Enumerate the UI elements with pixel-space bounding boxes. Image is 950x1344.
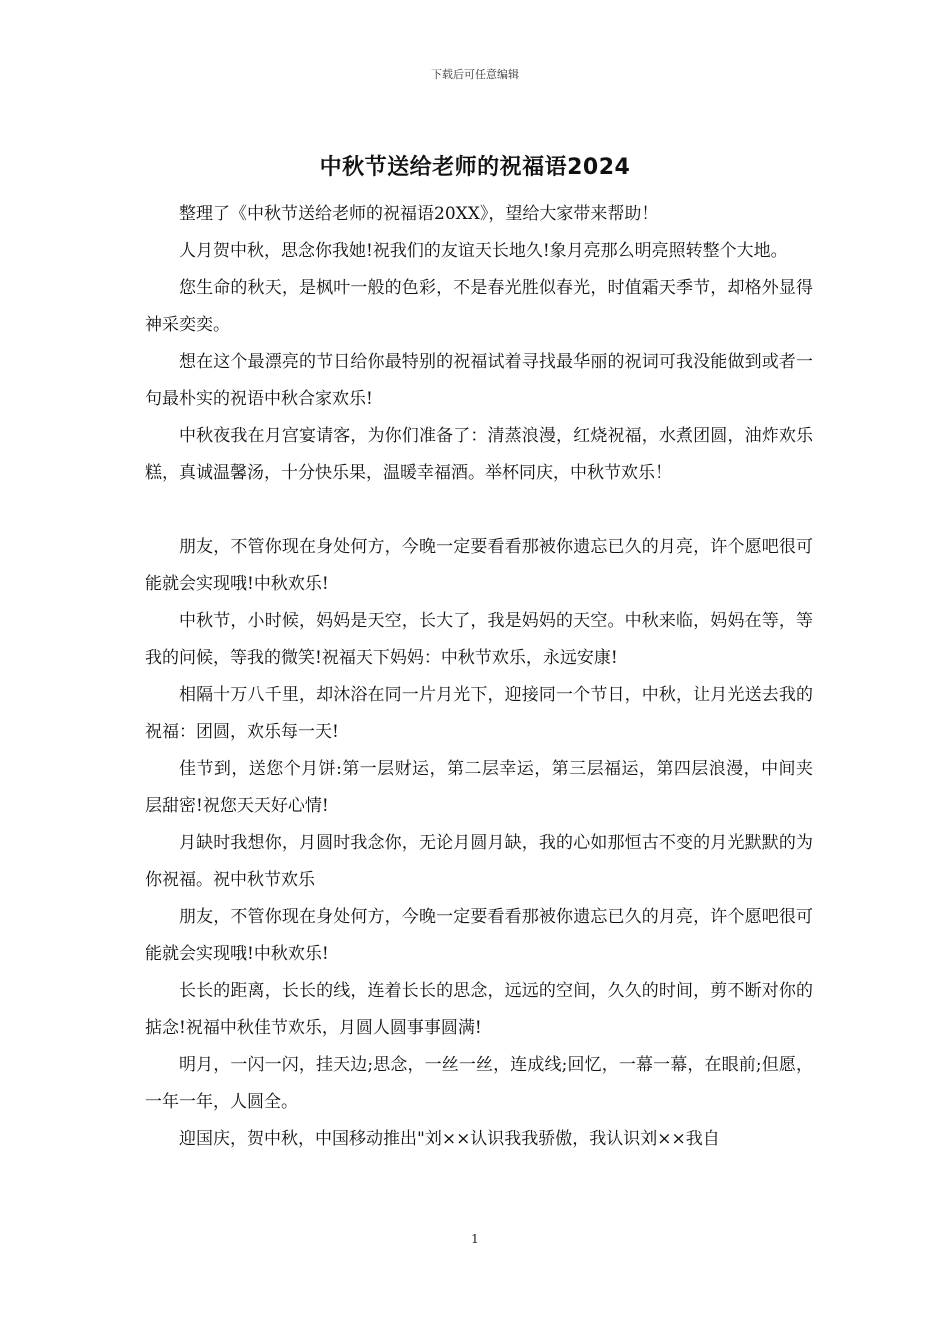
paragraph: 长长的距离，长长的线，连着长长的思念，远远的空间，久久的时间，剪不断对你的掂念!祝福中秋佳节欢乐，月圆人圆事事圆满! [145, 981, 813, 1038]
page-number: 1 [471, 1232, 479, 1246]
paragraph-intro: 整理了《中秋节送给老师的祝福语20XX》，望给大家带来帮助！ [179, 204, 659, 224]
document-body [145, 196, 813, 1158]
paragraph: 想在这个最漂亮的节日给你最特别的祝福试着寻找最华丽的祝词可我没能做到或者一句最朴实的祝语中秋合家欢乐! [145, 352, 813, 409]
blank-line [145, 492, 813, 529]
paragraph: 朋友，不管你现在身处何方，今晚一定要看看那被你遗忘已久的月亮，许个愿吧很可能就会实现哦!中秋欢乐! [145, 537, 813, 594]
paragraph: 人月贺中秋，思念你我她!祝我们的友谊天长地久!象月亮那么明亮照转整个大地。 [179, 241, 788, 261]
header-note: 下载后可任意编辑 [431, 68, 519, 81]
paragraph: 明月，一闪一闪，挂天边;思念，一丝一丝，连成线;回忆，一幕一幕，在眼前;但愿，一年一年，人圆全。 [145, 1055, 813, 1112]
paragraph: 相隔十万八千里，却沐浴在同一片月光下，迎接同一个节日，中秋，让月光送去我的祝福：团圆，欢乐每一天! [145, 685, 813, 742]
document-title: 中秋节送给老师的祝福语2024 [319, 155, 631, 180]
paragraph: 中秋节，小时候，妈妈是天空，长大了，我是妈妈的天空。中秋来临，妈妈在等，等我的问候，等我的微笑!祝福天下妈妈：中秋节欢乐，永远安康! [145, 611, 813, 668]
paragraph: 中秋夜我在月宫宴请客，为你们准备了：清蒸浪漫，红烧祝福，水煮团圆，油炸欢乐糕，真诚温馨汤，十分快乐果，温暖幸福酒。举杯同庆，中秋节欢乐！ [145, 426, 813, 483]
paragraph: 月缺时我想你，月圆时我念你，无论月圆月缺，我的心如那恒古不变的月光默默的为你祝福。祝中秋节欢乐 [145, 833, 813, 890]
paragraph: 迎国庆，贺中秋，中国移动推出"刘××认识我我骄傲，我认识刘××我自 [179, 1129, 720, 1149]
paragraph: 您生命的秋天，是枫叶一般的色彩，不是春光胜似春光，时值霜天季节，却格外显得神采奕奕。 [145, 278, 813, 335]
paragraph: 佳节到，送您个月饼:第一层财运，第二层幸运，第三层福运，第四层浪漫，中间夹层甜密!祝您天天好心情! [145, 759, 813, 816]
paragraph: 朋友，不管你现在身处何方，今晚一定要看看那被你遗忘已久的月亮，许个愿吧很可能就会实现哦!中秋欢乐! [145, 907, 813, 964]
